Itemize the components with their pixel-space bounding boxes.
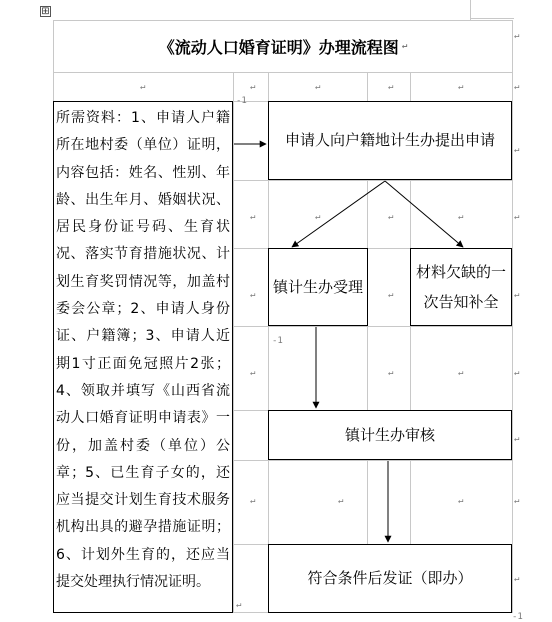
flow-step-accept-label: 镇计生办受理	[272, 277, 363, 296]
flow-step-issue-label: 符合条件后发证（即办）	[307, 569, 473, 587]
requirements-text: 所需资料：1、申请人户籍所在地村委（单位）证明，内容包括：姓名、性别、年龄、出生年月、婚姻状况、居民身份证号码、生育状况、落实节育措施状况、计划生育奖罚情况等，加盖村委会公章；2、申请人身份证、户籍簿；3、申请人近期1寸正面免冠照片2张；4、领取并填写《山西省流动人口婚育证明申请表》一份，加盖村委（单位）公章；5、已生育子女的，还应当提交计划生育技术服务机构出具的避孕措施证明；6、计划外生育的，还应当提交处理执行情况证明。	[56, 110, 230, 591]
flow-step-missing-label: 材料欠缺的一次告知补全	[415, 263, 506, 311]
document-title-text: 《流动人口婚育证明》办理流程图	[158, 37, 399, 57]
document-title: 《流动人口婚育证明》办理流程图 ↵	[53, 20, 513, 72]
flow-step-apply-label: 申请人向户籍地计生办提出申请	[284, 131, 495, 149]
arrow-apply-to-missing	[385, 181, 463, 247]
flow-step-review-label: 镇计生办审核	[344, 425, 435, 444]
arrow-apply-to-accept	[292, 181, 385, 247]
table-move-handle-icon[interactable]: ⊞	[41, 6, 50, 17]
